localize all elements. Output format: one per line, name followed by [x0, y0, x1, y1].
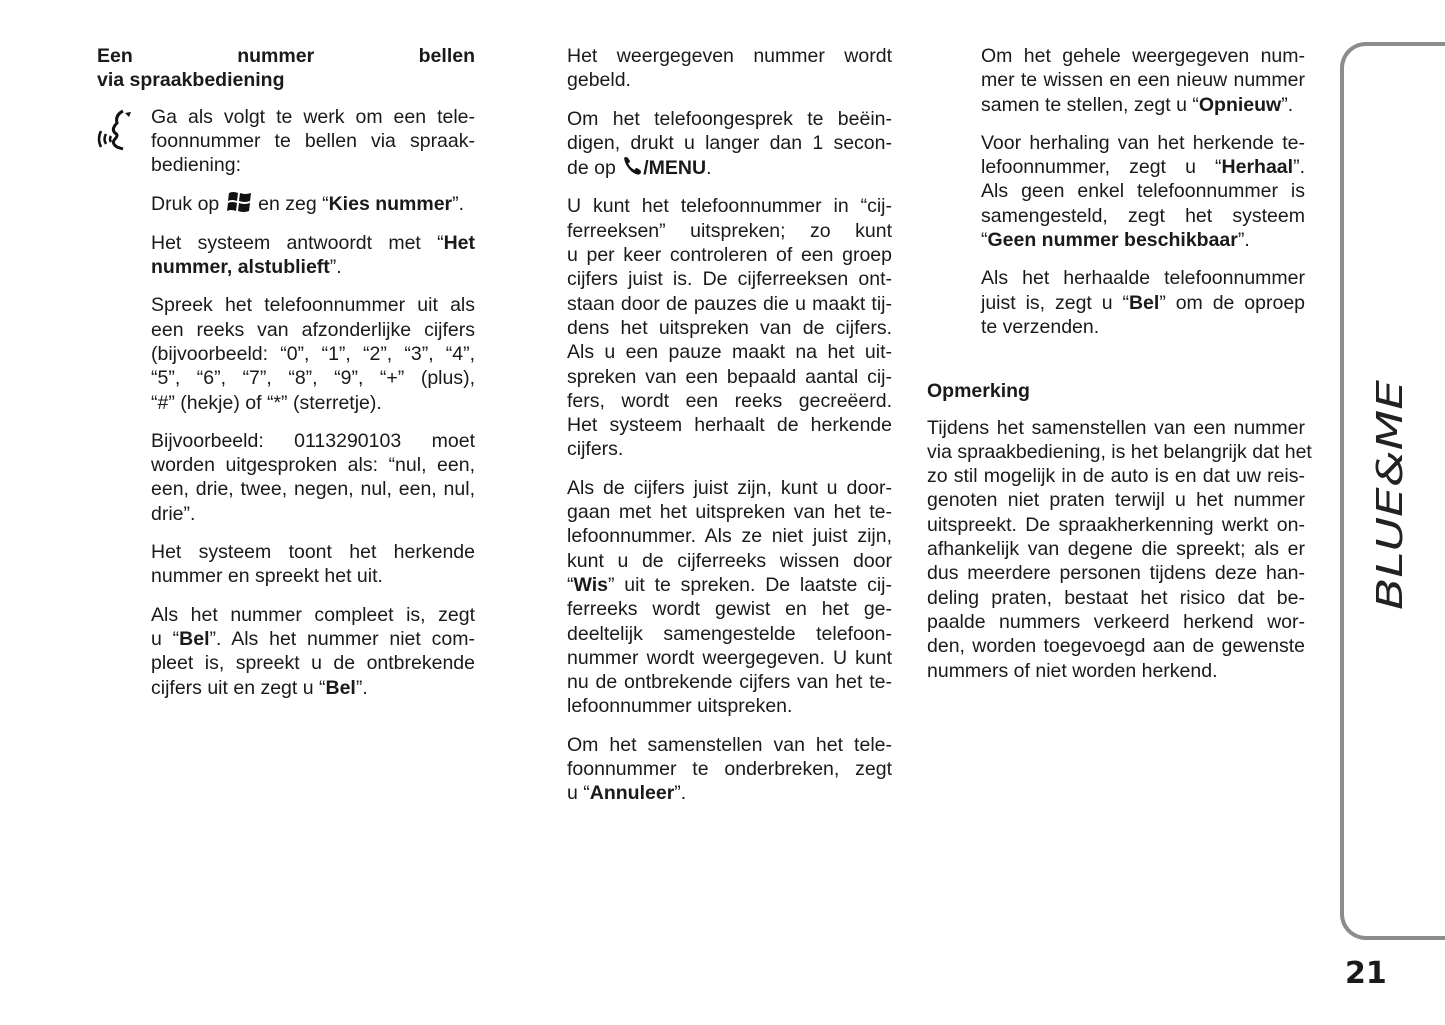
paragraph: [151, 191, 475, 216]
text-span: “#” (hekje) of “*” (sterretje).: [151, 391, 382, 414]
text-span: Het systeem herhaalt de herkende: [567, 414, 892, 437]
bold-keyword: Bel: [179, 627, 210, 650]
text-line: [927, 561, 1305, 585]
page-number: 21: [1345, 956, 1387, 991]
text-line: [927, 416, 1305, 440]
text-line: [567, 155, 892, 180]
text-span: ”.: [1237, 229, 1250, 252]
column-3: [927, 44, 1312, 697]
section-heading: [927, 379, 1305, 403]
text-span: worden uitgesproken als: “nul, een,: [151, 454, 475, 477]
text-span: zo stil mogelijk in de auto is en dat uw reis-: [927, 465, 1305, 488]
text-line: [151, 391, 475, 415]
voice-command-icon: [93, 107, 135, 155]
text-span: lefoonnummer, zegt u “: [981, 156, 1222, 179]
text-span: “: [567, 573, 574, 596]
text-span: nummer en spreekt het uit.: [151, 565, 383, 588]
text-line: [927, 634, 1305, 658]
text-line: [567, 365, 892, 389]
text-line: [567, 500, 892, 524]
text-line: [981, 291, 1305, 315]
text-line: [981, 131, 1305, 155]
text-span: u “: [567, 782, 590, 805]
paragraph: [981, 44, 1305, 117]
text-span: Om het samenstellen van het tele-: [567, 733, 892, 756]
text-line: [567, 44, 892, 68]
text-line: [567, 670, 892, 694]
text-line: [567, 524, 892, 548]
column-1: [97, 44, 475, 714]
bold-keyword: Wis: [573, 573, 608, 596]
text-line: [567, 413, 892, 437]
text-line: [567, 340, 892, 364]
text-line: [567, 573, 892, 597]
text-span: gebeld.: [567, 69, 631, 92]
text-span: lefoonnummer. Als ze niet juist zijn,: [567, 525, 892, 548]
text-span: Als het herhaalde telefoonnummer: [981, 267, 1305, 290]
text-line: [151, 603, 475, 627]
text-line: [151, 627, 475, 651]
windows-flag-icon: [225, 191, 253, 213]
text-span: u “: [151, 627, 180, 650]
text-line: [151, 429, 475, 453]
text-line: [567, 131, 892, 155]
text-span: een, drie, twee, negen, nul, een, nul,: [151, 478, 475, 501]
bold-keyword: Bel: [1128, 291, 1160, 314]
text-line: [567, 68, 892, 92]
text-span: “: [981, 229, 988, 252]
text-line: [151, 153, 475, 177]
bold-keyword: Geen nummer beschikbaar: [987, 229, 1238, 252]
bold-keyword: Bel: [325, 676, 356, 699]
text-line: [981, 228, 1305, 252]
text-span: Tijdens het samenstellen van een nummer: [927, 416, 1305, 439]
text-span: U kunt het telefoonnummer in “cij-: [567, 195, 892, 218]
paragraph: [567, 476, 892, 719]
text-span: den, worden toegevoegd aan de gewenste: [927, 635, 1305, 658]
text-line: [927, 379, 1305, 403]
text-span: pleet is, spreekt u de ontbrekende: [151, 652, 475, 675]
text-span: Bijvoorbeeld: 0113290103 moet: [151, 429, 475, 452]
text-line: [151, 453, 475, 477]
text-line: [567, 292, 892, 316]
text-line: [567, 194, 892, 218]
text-span: paalde nummers verkeerd herkend wor-: [927, 610, 1305, 633]
text-span: nummer wordt weergegeven. U kunt: [567, 646, 892, 669]
text-span: u per keer controleren of een groep: [567, 244, 892, 267]
text-span: een reeks van afzonderlijke cijfers: [151, 318, 475, 341]
text-line: [151, 191, 475, 216]
text-line: [151, 105, 475, 129]
text-span: Het systeem toont het herkende: [151, 541, 475, 564]
text-line: [151, 651, 475, 675]
text-line: [567, 267, 892, 291]
text-span: spreken van een bepaald aantal cij-: [567, 365, 892, 388]
text-span: ”.: [1293, 156, 1305, 179]
text-span: Spreek het telefoonnummer uit als: [151, 294, 475, 317]
text-span: .: [706, 157, 712, 180]
text-line: [567, 622, 892, 646]
text-span: ” uit te spreken. De laatste cij-: [608, 573, 892, 596]
text-span: dens het uitspreken van de cijfers.: [567, 316, 892, 339]
text-line: [151, 129, 475, 153]
text-span: ” om de oproep: [1159, 291, 1306, 314]
text-span: ferreeks wordt gewist en het ge-: [567, 598, 892, 621]
text-span: Als geen enkel telefoonnummer is: [981, 180, 1305, 203]
svg-text:BLUE&ME: BLUE&ME: [1370, 434, 1411, 610]
text-span: juist is, zegt u “: [981, 291, 1129, 314]
text-span: cijfers uit en zegt u “: [151, 676, 326, 699]
text-span: gaan met het uitspreken van het te-: [567, 501, 892, 524]
text-span: afhankelijk van degene die spreekt; als er: [927, 538, 1305, 561]
text-span: ”.: [355, 676, 368, 699]
text-line: [927, 440, 1312, 464]
text-line: [981, 266, 1305, 290]
text-span: Als u een pauze maakt na het uit-: [567, 341, 892, 364]
text-line: [567, 437, 892, 461]
text-span: nu de ontbrekende cijfers van het te-: [567, 671, 892, 694]
text-line: [567, 107, 892, 131]
text-span: foonnummer te onderbreken, zegt: [567, 758, 892, 781]
text-span: fers, wordt een reeks gecreëerd.: [567, 389, 892, 412]
paragraph: [981, 131, 1305, 252]
text-line: [981, 179, 1305, 203]
text-span: samengesteld, zegt het systeem: [981, 204, 1305, 227]
bold-keyword: Kies nummer: [328, 193, 453, 216]
text-span: samen te stellen, zegt u “: [981, 93, 1199, 116]
text-line: [981, 93, 1305, 117]
paragraph: [151, 540, 475, 589]
text-span: deling praten, bestaat het risico dat be-: [927, 586, 1305, 609]
section-heading: [97, 44, 475, 93]
text-line: [567, 646, 892, 670]
text-line: [567, 694, 892, 718]
text-line: [151, 564, 475, 588]
paragraph: [151, 231, 475, 280]
text-line: [567, 733, 892, 757]
text-line: [567, 219, 892, 243]
text-line: [927, 488, 1305, 512]
text-line: [927, 610, 1305, 634]
blue-and-me-logo: [1360, 370, 1420, 620]
text-span: uitspreekt. De spraakherkenning werkt on-: [927, 513, 1305, 536]
text-line: [981, 68, 1305, 92]
text-span: bediening:: [151, 154, 241, 177]
bold-keyword: Herhaal: [1221, 156, 1294, 179]
text-span: ”. Als het nummer niet com-: [209, 627, 475, 650]
text-span: cijfers.: [567, 438, 624, 461]
text-line: [981, 155, 1305, 179]
text-span: lefoonnummer uitspreken.: [567, 695, 793, 718]
text-line: [151, 231, 475, 255]
text-span: Het systeem antwoordt met “: [151, 231, 444, 254]
text-span: mer te wissen en een nieuw nummer: [981, 69, 1305, 92]
text-span: ferreeksen” uitspreken; zo kunt: [567, 219, 892, 242]
paragraph: [151, 429, 475, 526]
text-span: ”.: [329, 256, 342, 279]
text-span: dus meerdere personen tijdens deze han-: [927, 562, 1305, 585]
text-line: [927, 537, 1305, 561]
text-span: ”.: [1281, 93, 1294, 116]
text-span: cijfers juist is. De cijferreeksen ont-: [567, 268, 892, 291]
bold-keyword: nummer, alstublieft: [151, 256, 330, 279]
text-span: via spraakbediening, is het belangrijk dat het: [927, 440, 1312, 463]
text-line: [151, 255, 475, 279]
paragraph: [151, 603, 475, 700]
text-line: [151, 477, 475, 501]
text-span: digen, drukt u langer dan 1 secon-: [567, 131, 892, 154]
text-line: [567, 597, 892, 621]
text-span: kunt u de cijferreeks wissen door: [567, 549, 892, 572]
paragraph: [927, 416, 1312, 683]
text-span: Als het nummer compleet is, zegt: [151, 603, 475, 626]
text-line: [567, 389, 892, 413]
bold-keyword: Het: [443, 231, 475, 254]
text-line: [151, 366, 475, 390]
text-span: via spraakbediening: [97, 69, 285, 92]
bold-keyword: Opnieuw: [1198, 93, 1282, 116]
text-span: Druk op: [151, 193, 225, 216]
text-span: en zeg “: [252, 193, 329, 216]
text-line: [981, 315, 1305, 339]
text-line: [567, 781, 892, 805]
bold-keyword: /MENU: [643, 157, 707, 180]
phone-hangup-icon: [621, 155, 643, 177]
column-2: [567, 44, 892, 820]
text-line: [151, 342, 475, 366]
text-span: Een nummer bellen: [97, 45, 475, 67]
text-span: Om het telefoongesprek te beëin-: [567, 107, 892, 130]
text-line: [981, 44, 1305, 68]
text-line: [927, 513, 1305, 537]
text-span: drie”.: [151, 502, 196, 525]
text-span: Als de cijfers juist zijn, kunt u door-: [567, 476, 892, 499]
text-line: [97, 68, 475, 92]
text-span: ”.: [674, 782, 687, 805]
text-span: (bijvoorbeeld: “0”, “1”, “2”, “3”, “4”,: [151, 342, 475, 365]
paragraph: [567, 107, 892, 181]
text-span: te verzenden.: [981, 315, 1100, 338]
text-line: [567, 316, 892, 340]
text-line: [151, 676, 475, 700]
text-span: genoten niet praten terwijl u het nummer: [927, 489, 1305, 512]
text-line: [151, 318, 475, 342]
text-span: Opmerking: [927, 380, 1030, 403]
text-line: [151, 293, 475, 317]
text-span: Voor herhaling van het herkende te-: [981, 131, 1305, 154]
text-line: [927, 464, 1305, 488]
paragraph: [567, 44, 892, 93]
text-span: nummers of niet worden herkend.: [927, 659, 1218, 682]
text-line: [927, 586, 1305, 610]
paragraph: [151, 105, 475, 178]
paragraph: [151, 293, 475, 414]
text-span: Het weergegeven nummer wordt: [567, 45, 892, 67]
text-span: Ga als volgt te werk om een tele-: [151, 105, 475, 128]
paragraph: [567, 733, 892, 806]
text-line: [567, 549, 892, 573]
paragraph: [567, 194, 892, 461]
text-span: Om het gehele weergegeven num-: [981, 45, 1305, 67]
text-line: [151, 502, 475, 526]
text-line: [151, 540, 475, 564]
text-line: [927, 659, 1305, 683]
text-span: de op: [567, 157, 622, 180]
text-span: foonnummer te bellen via spraak-: [151, 129, 475, 152]
text-line: [567, 476, 892, 500]
text-span: deeltelijk samengestelde telefoon-: [567, 622, 892, 645]
text-span: “5”, “6”, “7”, “8”, “9”, “+” (plus),: [151, 367, 475, 390]
text-line: [567, 757, 892, 781]
text-line: [981, 204, 1305, 228]
text-line: [567, 243, 892, 267]
bold-keyword: Annuleer: [589, 782, 675, 805]
text-line: [97, 44, 475, 68]
paragraph: [981, 266, 1305, 339]
text-span: ”.: [452, 193, 465, 216]
text-span: staan door de pauzes die u maakt tij-: [567, 292, 892, 315]
